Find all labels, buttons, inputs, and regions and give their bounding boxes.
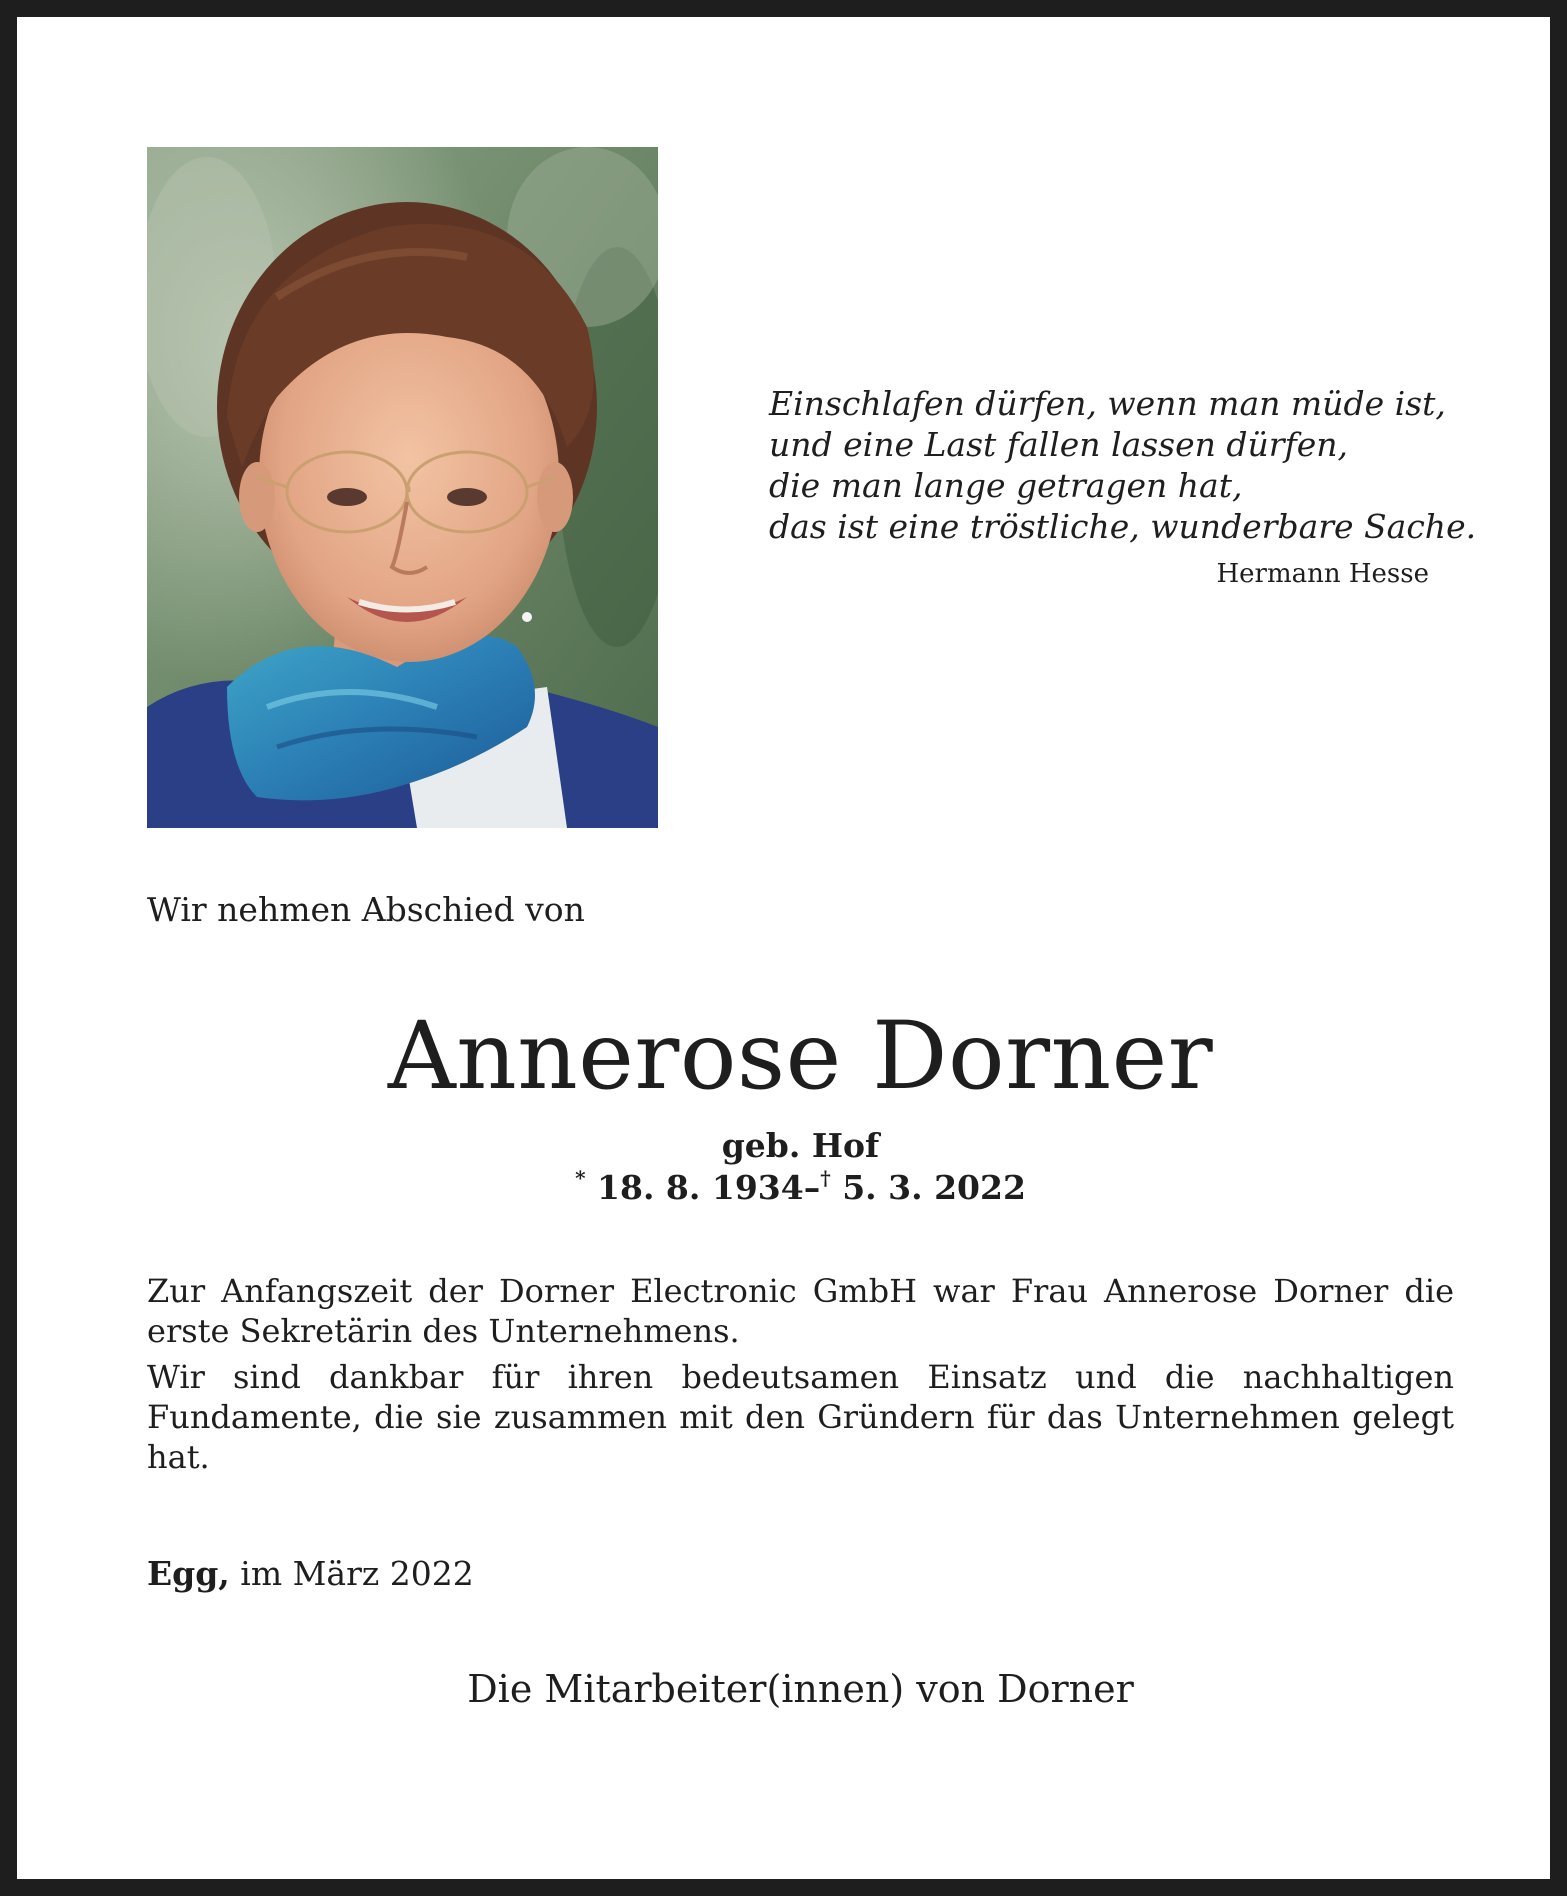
tribute-text (147, 1271, 1454, 1483)
date-text: im März 2022 (240, 1554, 474, 1593)
death-symbol: † (820, 1166, 831, 1190)
poem-line: und eine Last fallen lassen dürfen, (769, 425, 1349, 464)
tribute-paragraph: Wir sind dankbar für ihren bedeutsamen Einsatz und die nachhaltigen Fundamente, die sie zusammen mit den Gründern für das Unternehmen gelegt hat. (147, 1358, 1454, 1476)
life-dates (17, 1167, 1567, 1209)
tribute-paragraph: Zur Anfangszeit der Dorner Electronic GmbH war Frau Annerose Dorner die erste Sekretärin des Unternehmens. (147, 1272, 1454, 1350)
birth-symbol: * (575, 1166, 586, 1190)
portrait-photo (147, 147, 658, 828)
farewell-text: Wir nehmen Abschied von (147, 890, 585, 929)
poem (769, 383, 1477, 591)
poem-line: die man lange getragen hat, (769, 466, 1243, 505)
signature: Die Mitarbeiter(innen) von Dorner (467, 1667, 1134, 1711)
deceased-name: Annerose Dorner (387, 1002, 1214, 1111)
poem-line: Einschlafen dürfen, wenn man müde ist, (769, 384, 1446, 423)
place: Egg, (147, 1554, 230, 1593)
birth-date: 18. 8. 1934 (597, 1168, 804, 1207)
poem-line: das ist eine tröstliche, wunderbare Sache. (769, 507, 1477, 546)
death-date: 5. 3. 2022 (842, 1168, 1026, 1207)
place-date (147, 1553, 474, 1595)
date-dash: – (803, 1168, 821, 1207)
birth-name: geb. Hof (721, 1126, 880, 1165)
poem-author: Hermann Hesse (1216, 559, 1429, 589)
